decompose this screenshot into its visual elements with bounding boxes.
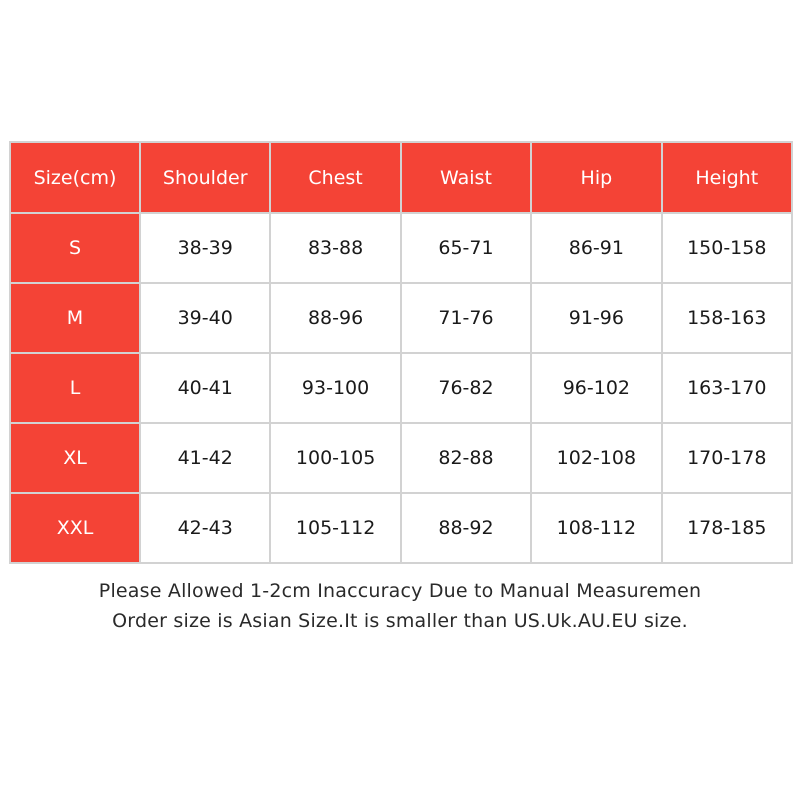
header-cell-shoulder: Shoulder	[140, 142, 270, 213]
measurement-cell: 82-88	[401, 423, 531, 493]
size-label-cell: M	[10, 283, 140, 353]
size-notes	[0, 576, 800, 636]
measurement-cell: 41-42	[140, 423, 270, 493]
measurement-cell: 108-112	[531, 493, 661, 563]
table-row	[10, 283, 792, 353]
measurement-cell: 150-158	[662, 213, 792, 283]
note-asian-size: Order size is Asian Size.It is smaller than US.Uk.AU.EU size.	[112, 610, 688, 632]
size-label-cell: S	[10, 213, 140, 283]
header-cell-hip: Hip	[531, 142, 661, 213]
measurement-cell: 76-82	[401, 353, 531, 423]
measurement-cell: 88-92	[401, 493, 531, 563]
measurement-cell: 40-41	[140, 353, 270, 423]
measurement-cell: 83-88	[270, 213, 400, 283]
measurement-cell: 105-112	[270, 493, 400, 563]
measurement-cell: 71-76	[401, 283, 531, 353]
header-cell-size: Size(cm)	[10, 142, 140, 213]
measurement-cell: 88-96	[270, 283, 400, 353]
header-cell-height: Height	[662, 142, 792, 213]
measurement-cell: 102-108	[531, 423, 661, 493]
size-label-cell: XL	[10, 423, 140, 493]
table-row	[10, 423, 792, 493]
measurement-cell: 96-102	[531, 353, 661, 423]
size-chart-table	[9, 141, 793, 564]
measurement-cell: 91-96	[531, 283, 661, 353]
size-label-cell: L	[10, 353, 140, 423]
measurement-cell: 163-170	[662, 353, 792, 423]
note-inaccuracy: Please Allowed 1-2cm Inaccuracy Due to Manual Measuremen	[98, 580, 702, 602]
measurement-cell: 86-91	[531, 213, 661, 283]
measurement-cell: 178-185	[662, 493, 792, 563]
measurement-cell: 93-100	[270, 353, 400, 423]
table-row	[10, 493, 792, 563]
measurement-cell: 65-71	[401, 213, 531, 283]
header-row	[10, 142, 792, 213]
table-row	[10, 213, 792, 283]
measurement-cell: 39-40	[140, 283, 270, 353]
size-label-cell: XXL	[10, 493, 140, 563]
measurement-cell: 42-43	[140, 493, 270, 563]
measurement-cell: 38-39	[140, 213, 270, 283]
measurement-cell: 170-178	[662, 423, 792, 493]
measurement-cell: 100-105	[270, 423, 400, 493]
table-row	[10, 353, 792, 423]
measurement-cell: 158-163	[662, 283, 792, 353]
header-cell-chest: Chest	[270, 142, 400, 213]
size-chart-body	[10, 142, 792, 563]
header-cell-waist: Waist	[401, 142, 531, 213]
